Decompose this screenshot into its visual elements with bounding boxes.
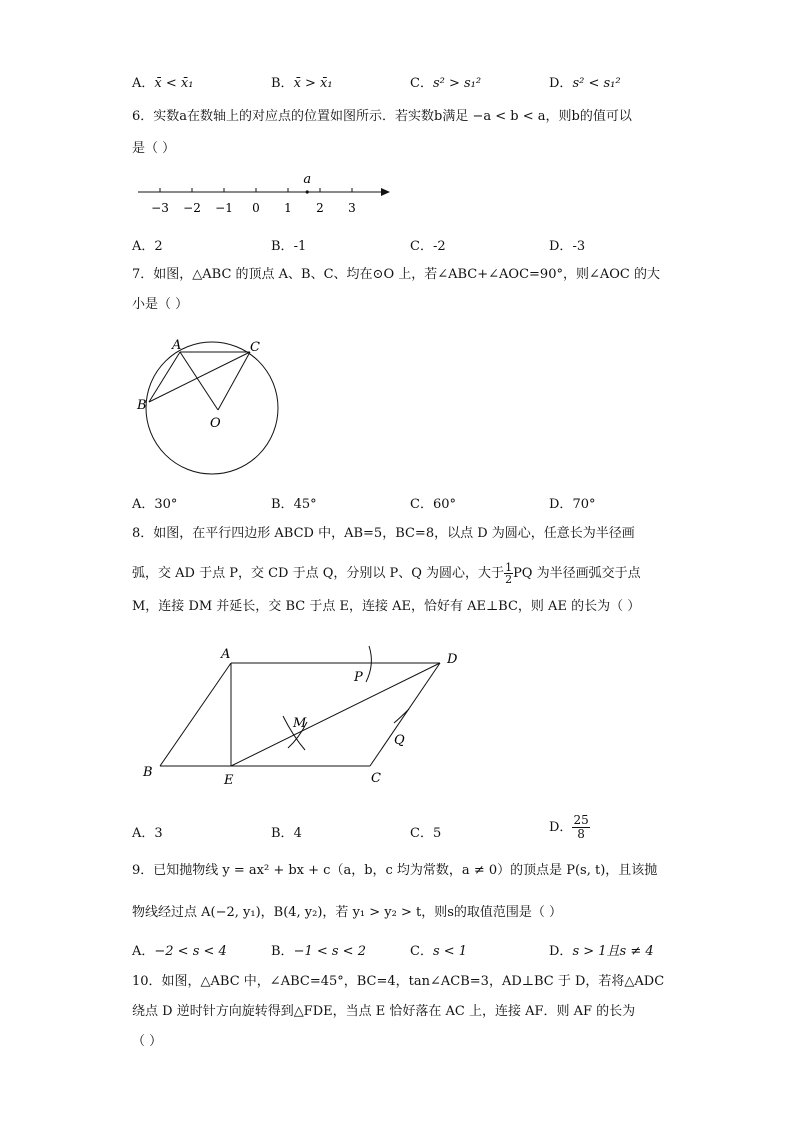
q5-options: [132, 72, 692, 90]
label-o: O: [210, 416, 221, 431]
tick-label: −2: [183, 201, 201, 215]
label-m: M: [293, 716, 307, 731]
q8-stem-line1: 8．如图，在平行四边形 ABCD 中，AB=5，BC=8，以点 D 为圆心，任意长为半径画: [132, 526, 635, 541]
label-b: B: [143, 765, 153, 780]
frac-denominator: 8: [577, 827, 585, 841]
frac-numerator: 1: [505, 561, 513, 574]
segment-co: [218, 352, 250, 410]
q7-option-d: D．70°: [549, 497, 596, 512]
q8-options: [132, 813, 692, 847]
label-a: A: [172, 338, 182, 353]
frac-denominator: 2: [505, 573, 513, 586]
tick-label: 3: [348, 201, 356, 215]
q9-option-c: C．s < 1: [410, 944, 468, 959]
arc-p: [366, 646, 371, 682]
q9-options: [132, 940, 692, 958]
point-a-marker: [306, 190, 309, 193]
q6-option-d: D．-3: [549, 239, 586, 254]
q9-option-b: B．−1 < s < 2: [271, 944, 366, 959]
circle-figure: [130, 330, 290, 480]
q7-options: [132, 493, 692, 511]
q7-option-b: B．45°: [271, 497, 317, 512]
q10-stem-line1: 10．如图，△ABC 中，∠ABC=45°，BC=4，tan∠ACB=3，AD⊥BC 于 D，若将△ADC: [132, 974, 665, 989]
q9-stem-line2: 物线经过点 A(−2, y₁)，B(4, y₂)，若 y₁ > y₂ > t，则s的取值范围是（ ）: [132, 905, 563, 920]
q7-stem-line2: 小是（ ）: [132, 297, 189, 312]
label-a: A: [221, 647, 231, 662]
label-c: C: [250, 340, 260, 355]
q8-option-a: A．3: [132, 826, 163, 841]
q8-stem-line3: M，连接 DM 并延长，交 BC 于点 E，连接 AE，恰好有 AE⊥BC，则 AE 的长为（ ）: [132, 599, 641, 614]
segment-ao: [180, 352, 218, 410]
q8-option-d: D． $\frac{25}{8}$: [549, 813, 589, 841]
q9-option-d: D．s > 1且s ≠ 4: [549, 944, 654, 959]
tick-label: −3: [151, 201, 169, 215]
q5-option-d: D．s² < s₁²: [549, 76, 621, 91]
parallelogram-figure: [135, 640, 465, 790]
q10-stem-line2: 绕点 D 逆时针方向旋转得到△FDE，当点 E 恰好落在 AC 上，连接 AF．则 AF 的长为: [132, 1004, 636, 1019]
q6-option-a: A．2: [132, 239, 163, 254]
fraction-one-half: [504, 562, 513, 585]
q6-stem-line1: 6．实数a在数轴上的对应点的位置如图所示．若实数b满足 −a < b < a，则b的值可以: [132, 109, 632, 124]
number-line-figure: [132, 168, 402, 220]
arrow-head-icon: [381, 188, 390, 196]
q10-stem-line3: （ ）: [132, 1034, 163, 1049]
label-b: B: [137, 398, 147, 413]
label-d: D: [447, 652, 458, 667]
q7-option-c: C．60°: [410, 497, 456, 512]
q5-option-a: A．x̄ < x̄₁: [132, 76, 194, 91]
tick-label: 0: [252, 201, 260, 215]
q7-option-a: A．30°: [132, 497, 178, 512]
label-q: Q: [394, 733, 405, 748]
q5-option-c: C．s² > s₁²: [410, 76, 482, 91]
q8-option-b: B．4: [271, 826, 302, 841]
q7-stem-line1: 7．如图，△ABC 的顶点 A、B、C、均在⊙O 上，若∠ABC+∠AOC=90°，则∠AOC 的大: [132, 267, 660, 282]
q8-line2-before: 弧，交 AD 于点 P，交 CD 于点 Q，分别以 P、Q 为圆心，大于: [132, 566, 505, 581]
segment-ab: [160, 663, 231, 766]
label-e: E: [224, 773, 234, 788]
q6-option-b: B．-1: [271, 239, 307, 254]
circle-o: [146, 342, 278, 474]
tick-label: −1: [215, 201, 233, 215]
q6-options: [132, 235, 692, 253]
q8-stem-line2: [132, 562, 641, 585]
q9-option-a: A．−2 < s < 4: [132, 944, 227, 959]
frac-numerator: 25: [573, 813, 589, 827]
label-p: P: [354, 670, 363, 685]
label-c: C: [371, 771, 381, 786]
q9-stem-line1: 9．已知抛物线 y = ax² + bx + c（a，b，c 均为常数，a ≠ 0）的顶点是 P(s, t)，且该抛: [132, 863, 658, 878]
q6-option-c: C．-2: [410, 239, 446, 254]
segment-ed: [231, 663, 440, 766]
tick-label: 2: [316, 201, 324, 215]
point-a-label: a: [303, 172, 312, 187]
fraction-25-8: [572, 814, 589, 841]
q6-stem-line2: 是（ ）: [132, 141, 176, 156]
tick-label: 1: [284, 201, 292, 215]
segment-dc: [370, 663, 440, 766]
arc-q: [394, 709, 409, 723]
q8-option-c: C．5: [410, 826, 442, 841]
q5-option-b: B．x̄ > x̄₁: [271, 76, 333, 91]
q8-line2-after: PQ 为半径画弧交于点: [513, 566, 641, 581]
